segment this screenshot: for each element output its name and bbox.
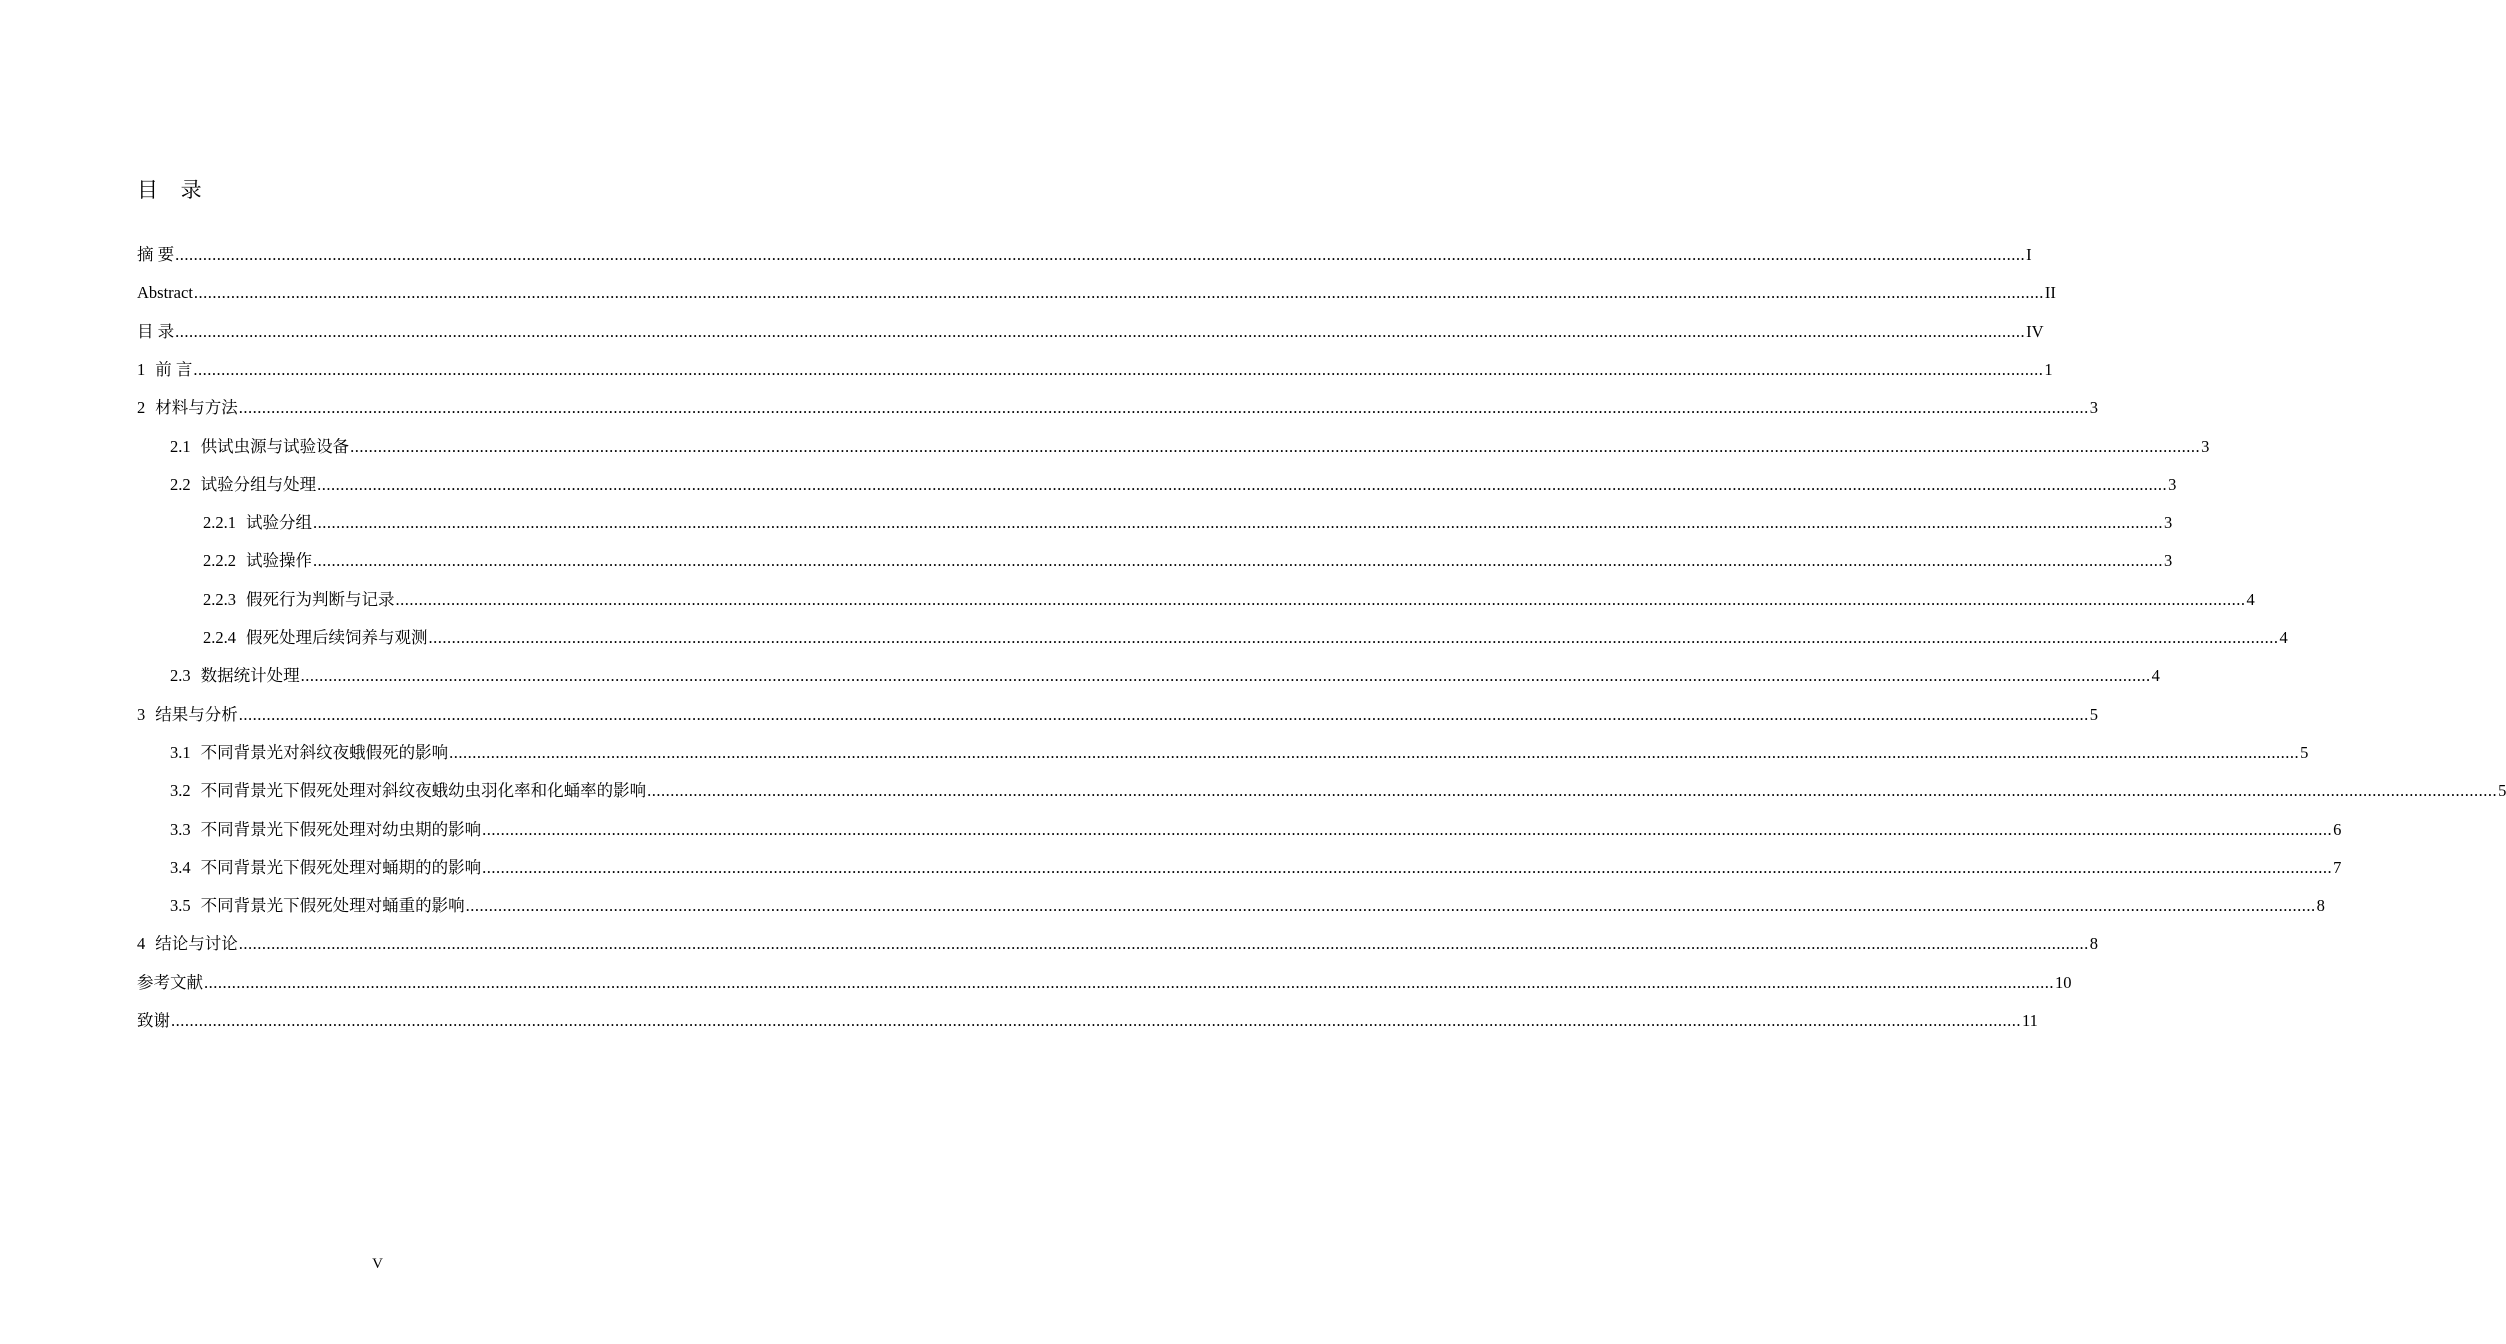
toc-entry-page: 3 — [2164, 513, 2173, 533]
toc-entry-label: 摘 要 — [137, 245, 175, 264]
toc-entry-page: 4 — [2151, 666, 2160, 686]
toc-entry-label: 不同背景光下假死处理对蛹重的影响 — [200, 896, 465, 916]
toc-leader-dots: ................................................................................................................................................................................................................................................................................................................................................................................................................ — [238, 704, 2089, 724]
toc-entry-page: 11 — [2022, 1011, 2038, 1030]
toc-entry[interactable] — [170, 740, 2309, 766]
toc-leader-dots: ................................................................................................................................................................................................................................................................................................................................................................................................................ — [313, 551, 2163, 571]
toc-entry-label: 假死行为判断与记录 — [246, 589, 395, 609]
toc-leader-dots: ................................................................................................................................................................................................................................................................................................................................................................................................................ — [238, 398, 2089, 418]
toc-leader-dots: ................................................................................................................................................................................................................................................................................................................................................................................................................ — [428, 628, 2279, 647]
toc-entry[interactable] — [203, 625, 2288, 651]
toc-entry-page: 3 — [2168, 474, 2177, 494]
toc-leader-dots: ................................................................................................................................................................................................................................................................................................................................................................................................................ — [482, 857, 2333, 877]
toc-leader-dots: ................................................................................................................................................................................................................................................................................................................................................................................................................ — [317, 474, 2168, 494]
toc-entry[interactable] — [137, 357, 2053, 383]
toc-leader-dots: ................................................................................................................................................................................................................................................................................................................................................................................................................ — [193, 359, 2044, 379]
toc-entry-page: 3 — [2201, 436, 2210, 456]
toc-entry[interactable] — [137, 702, 2098, 728]
toc-entry[interactable] — [170, 893, 2325, 919]
toc-entry[interactable] — [170, 434, 2210, 460]
toc-leader-dots: ................................................................................................................................................................................................................................................................................................................................................................................................................ — [171, 1011, 2021, 1030]
toc-entry[interactable] — [170, 663, 2160, 689]
toc-entry[interactable] — [137, 931, 2098, 957]
toc-entry[interactable] — [137, 1008, 2038, 1034]
toc-entry[interactable] — [170, 778, 2506, 804]
toc-entry-number: 2.1 — [170, 436, 191, 456]
toc-entry-page: 3 — [2089, 398, 2098, 418]
toc-entry-label: 试验分组与处理 — [200, 474, 317, 494]
toc-leader-dots: ................................................................................................................................................................................................................................................................................................................................................................................................................ — [395, 589, 2246, 609]
page-number: V — [372, 1256, 383, 1272]
toc-entry-page: 5 — [2089, 704, 2098, 724]
toc-entry-label: 材料与方法 — [155, 398, 238, 418]
toc-entry-number: 2.3 — [170, 666, 191, 686]
toc-leader-dots: ................................................................................................................................................................................................................................................................................................................................................................................................................ — [193, 283, 2044, 303]
toc-leader-dots: ................................................................................................................................................................................................................................................................................................................................................................................................................ — [204, 972, 2054, 992]
toc-entry-page: 8 — [2089, 934, 2098, 954]
toc-entry-number: 3.5 — [170, 896, 191, 916]
toc-entry-label: 数据统计处理 — [200, 666, 300, 686]
toc-leader-dots: ................................................................................................................................................................................................................................................................................................................................................................................................................ — [647, 781, 2498, 801]
toc-entry-page: 1 — [2044, 359, 2053, 379]
toc-entry-label: 试验操作 — [246, 551, 312, 571]
toc-entry[interactable] — [137, 319, 2044, 345]
toc-entry-number: 3.1 — [170, 742, 191, 762]
toc-entry[interactable] — [137, 242, 2032, 268]
toc-entry-number: 3.2 — [170, 781, 191, 801]
toc-entry-page: 4 — [2279, 628, 2288, 647]
toc-entry-number: 3.4 — [170, 857, 191, 877]
toc-entry-number: 3.3 — [170, 819, 191, 839]
toc-entry-number: 2.2.4 — [203, 628, 236, 647]
toc-entry-page: 7 — [2333, 857, 2342, 877]
toc-entry-page: 6 — [2333, 819, 2342, 839]
toc-entry-number: 2.2 — [170, 474, 191, 494]
toc-leader-dots: ................................................................................................................................................................................................................................................................................................................................................................................................................ — [482, 819, 2333, 839]
toc-entry-label: 前 言 — [155, 359, 193, 379]
toc-entry[interactable] — [170, 472, 2177, 498]
toc-leader-dots: ................................................................................................................................................................................................................................................................................................................................................................................................................ — [175, 245, 2026, 264]
toc-entry-label: Abstract — [137, 283, 193, 303]
toc-leader-dots: ................................................................................................................................................................................................................................................................................................................................................................................................................ — [449, 742, 2300, 762]
toc-entry-page: 4 — [2246, 589, 2255, 609]
toc-entry-number: 3 — [137, 704, 146, 724]
toc-entry-label: 假死处理后续饲养与观测 — [246, 628, 428, 647]
toc-entry-label: 不同背景光下假死处理对幼虫期的影响 — [200, 819, 482, 839]
toc-entry-label: 目 录 — [137, 321, 175, 341]
toc-entry-label: 结论与讨论 — [155, 934, 238, 954]
toc-entry-label: 试验分组 — [246, 513, 312, 533]
toc-entry-number: 2.2.1 — [203, 513, 236, 533]
toc-entry-label: 不同背景光下假死处理对蛹期的的影响 — [200, 857, 482, 877]
toc-entry[interactable] — [137, 395, 2098, 421]
toc-entry-page: IV — [2026, 321, 2044, 341]
toc-leader-dots: ................................................................................................................................................................................................................................................................................................................................................................................................................ — [175, 321, 2026, 341]
toc-entry-page: 5 — [2300, 742, 2309, 762]
toc-entry-number: 2 — [137, 398, 146, 418]
toc-entry-page: 5 — [2498, 781, 2506, 801]
toc-entry-number: 4 — [137, 934, 146, 954]
toc-title: 目 录 — [137, 178, 210, 202]
toc-entry-page: I — [2026, 245, 2032, 264]
toc-entry[interactable] — [137, 280, 2056, 306]
toc-entry-label: 不同背景光下假死处理对斜纹夜蛾幼虫羽化率和化蛹率的影响 — [200, 781, 647, 801]
toc-entry[interactable] — [203, 548, 2173, 574]
toc-entry-label: 供试虫源与试验设备 — [200, 436, 350, 456]
toc-leader-dots: ................................................................................................................................................................................................................................................................................................................................................................................................................ — [350, 436, 2201, 456]
toc-entry[interactable] — [203, 587, 2255, 613]
toc-entry[interactable] — [203, 510, 2173, 536]
toc-entry[interactable] — [137, 970, 2072, 996]
toc-entry-label: 不同背景光对斜纹夜蛾假死的影响 — [200, 742, 449, 762]
toc-entry-page: 3 — [2164, 551, 2173, 571]
toc-entry-number: 2.2.2 — [203, 551, 236, 571]
toc-leader-dots: ................................................................................................................................................................................................................................................................................................................................................................................................................ — [313, 513, 2163, 533]
toc-entry-number: 1 — [137, 359, 146, 379]
toc-leader-dots: ................................................................................................................................................................................................................................................................................................................................................................................................................ — [465, 896, 2316, 916]
toc-leader-dots: ................................................................................................................................................................................................................................................................................................................................................................................................................ — [300, 666, 2151, 686]
toc-leader-dots: ................................................................................................................................................................................................................................................................................................................................................................................................................ — [238, 934, 2089, 954]
toc-entry-label: 致谢 — [137, 1011, 170, 1030]
toc-entry-page: 8 — [2316, 896, 2325, 916]
toc-entry-label: 结果与分析 — [155, 704, 238, 724]
toc-entry-number: 2.2.3 — [203, 589, 236, 609]
toc-entry-page: II — [2044, 283, 2056, 303]
toc-entry-page: 10 — [2055, 972, 2072, 992]
toc-entry-label: 参考文献 — [137, 972, 203, 992]
toc-entry[interactable] — [170, 855, 2342, 881]
toc-entry[interactable] — [170, 817, 2342, 843]
